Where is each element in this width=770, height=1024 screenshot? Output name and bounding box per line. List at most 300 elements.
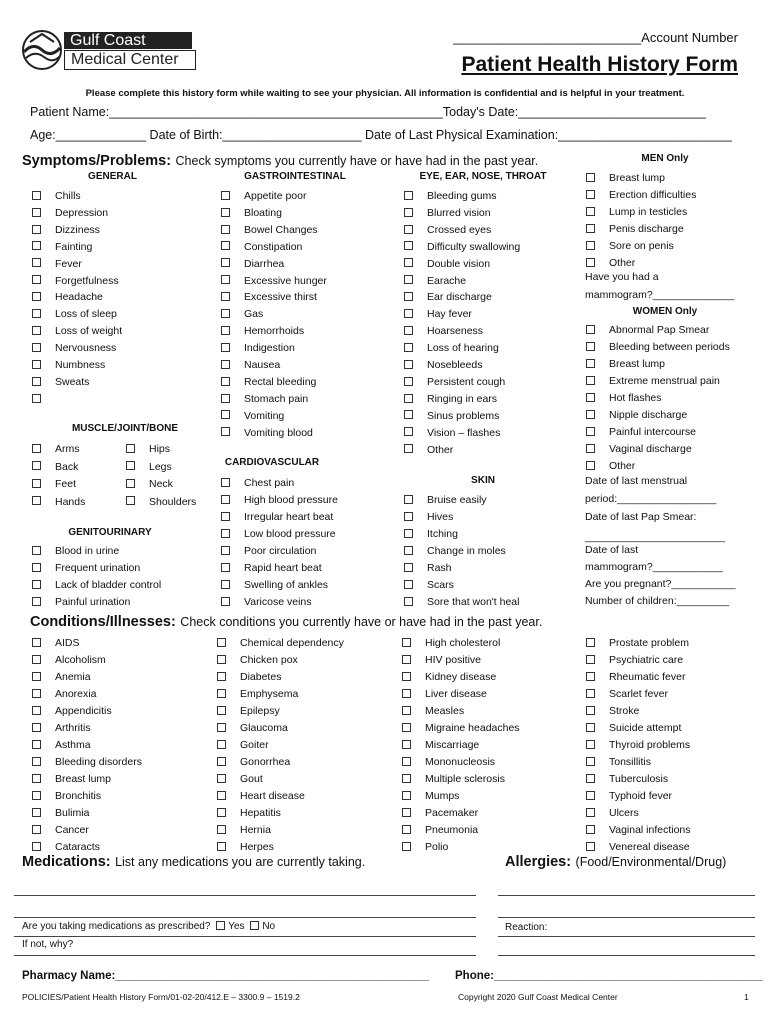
checkbox[interactable] [32,842,41,851]
checkbox[interactable] [404,326,413,335]
checkbox-item[interactable] [32,788,101,804]
checkbox-item[interactable] [32,720,91,736]
checkbox[interactable] [586,808,595,817]
checkbox[interactable] [586,757,595,766]
checkbox[interactable] [404,444,413,453]
checkbox[interactable] [221,275,230,284]
reaction-line-1[interactable] [498,936,755,937]
checkbox-item[interactable] [32,805,89,821]
checkbox-item[interactable] [402,703,464,719]
checkbox-item[interactable] [586,204,687,220]
checkbox-item[interactable] [221,188,306,204]
checkbox[interactable] [586,241,595,250]
checkbox[interactable] [586,342,595,351]
checkbox-item[interactable] [404,577,454,593]
checkbox[interactable] [404,292,413,301]
age-dob-line[interactable]: Age:_____________ Date of Birth:____________________ Date of Last Physical Examination:_________________________ [30,128,732,142]
checkbox-item[interactable] [402,686,487,702]
checkbox-item[interactable] [221,239,302,255]
checkbox-item[interactable] [586,822,691,838]
checkbox[interactable] [586,774,595,783]
checkbox-item[interactable] [32,306,117,322]
checkbox-item[interactable] [402,822,478,838]
checkbox-item[interactable] [221,594,312,610]
mammogram-question-2[interactable]: mammogram?______________ [585,289,735,301]
checkbox[interactable] [221,225,230,234]
checkbox-item[interactable] [404,594,519,610]
checkbox[interactable] [32,808,41,817]
checkbox[interactable] [217,638,226,647]
checkbox-item[interactable] [586,703,639,719]
checkbox-item[interactable] [32,771,111,787]
checkbox-item[interactable] [217,822,271,838]
checkbox-item[interactable] [221,340,295,356]
checkbox-item[interactable] [32,289,103,305]
checkbox-item[interactable] [404,408,499,424]
checkbox[interactable] [221,427,230,436]
checkbox-item[interactable] [217,686,298,702]
checkbox-item[interactable] [404,492,487,508]
checkbox-item[interactable] [32,222,100,238]
checkbox-item[interactable] [32,188,81,204]
checkbox-item[interactable] [217,652,298,668]
checkbox-item[interactable] [586,441,692,457]
checkbox-item[interactable] [32,577,161,593]
checkbox-item[interactable] [32,703,112,719]
checkbox[interactable] [221,241,230,250]
checkbox-item[interactable] [404,306,472,322]
checkbox[interactable] [32,208,41,217]
checkbox[interactable] [586,444,595,453]
medications-line-1[interactable] [14,895,476,896]
checkbox-item[interactable] [586,373,720,389]
checkbox[interactable] [404,529,413,538]
checkbox[interactable] [404,225,413,234]
checkbox[interactable] [402,808,411,817]
reaction-line-2[interactable] [498,955,755,956]
checkbox[interactable] [217,672,226,681]
checkbox[interactable] [221,292,230,301]
checkbox[interactable] [32,258,41,267]
checkbox[interactable] [32,706,41,715]
checkbox[interactable] [404,208,413,217]
checkbox-item[interactable] [32,494,85,510]
checkbox[interactable] [217,825,226,834]
checkbox[interactable] [32,757,41,766]
checkbox-item[interactable] [586,356,665,372]
women-q-children[interactable]: Number of children:_________ [585,595,730,607]
checkbox-item[interactable] [402,754,495,770]
checkbox-item[interactable] [217,805,281,821]
checkbox-item[interactable] [404,425,500,441]
women-q-pregnant[interactable]: Are you pregnant?___________ [585,578,736,590]
checkbox[interactable] [586,825,595,834]
checkbox[interactable] [586,359,595,368]
checkbox-item[interactable] [586,754,651,770]
checkbox-item[interactable] [402,839,448,855]
checkbox[interactable] [221,495,230,504]
checkbox[interactable] [126,461,135,470]
checkbox-item[interactable] [221,256,284,272]
checkbox[interactable] [404,512,413,521]
checkbox-item[interactable] [126,494,196,510]
checkbox[interactable] [221,191,230,200]
checkbox[interactable] [586,740,595,749]
checkbox[interactable] [221,580,230,589]
checkbox[interactable] [586,723,595,732]
checkbox-item[interactable] [217,669,281,685]
checkbox-item[interactable] [217,720,288,736]
checkbox[interactable] [126,479,135,488]
checkbox[interactable] [586,393,595,402]
checkbox-item[interactable] [402,788,459,804]
checkbox[interactable] [32,774,41,783]
checkbox[interactable] [404,309,413,318]
checkbox-label: Fainting [55,240,93,253]
checkbox[interactable] [32,740,41,749]
checkbox[interactable] [217,706,226,715]
checkbox[interactable] [404,563,413,572]
checkbox[interactable] [404,360,413,369]
allergies-line-2[interactable] [498,917,755,918]
checkbox-item[interactable] [32,323,122,339]
checkbox[interactable] [586,325,595,334]
checkbox-item[interactable] [32,357,105,373]
checkbox[interactable] [402,825,411,834]
checkbox-item[interactable] [32,754,142,770]
checkbox[interactable] [404,427,413,436]
checkbox[interactable] [586,706,595,715]
checkbox[interactable] [586,410,595,419]
checkbox[interactable] [221,410,230,419]
checkbox[interactable] [586,258,595,267]
checkbox-item[interactable] [221,526,336,542]
checkbox[interactable] [32,791,41,800]
checkbox-item[interactable] [126,441,170,457]
checkbox-item[interactable] [404,526,458,542]
checkbox-item[interactable] [586,238,674,254]
checkbox-item[interactable] [586,424,696,440]
checkbox-item[interactable] [586,635,689,651]
checkbox-item[interactable] [32,374,89,390]
checkbox[interactable] [586,461,595,470]
checkbox[interactable] [221,597,230,606]
checkbox[interactable] [402,723,411,732]
checkbox[interactable] [32,292,41,301]
checkbox-item[interactable] [126,476,173,492]
checkbox[interactable] [221,258,230,267]
checkbox-item[interactable] [32,669,91,685]
checkbox-item[interactable] [404,543,506,559]
checkbox[interactable] [32,191,41,200]
checkbox-item[interactable] [32,476,76,492]
checkbox-item[interactable] [404,391,497,407]
patient-name-line[interactable]: Patient Name:________________________________________________Today's Date:___________________________ [30,105,706,119]
checkbox[interactable] [586,207,595,216]
checkbox[interactable] [217,808,226,817]
checkbox-item[interactable] [586,771,668,787]
checkbox-item[interactable] [404,560,452,576]
checkbox-item[interactable] [221,374,316,390]
checkbox[interactable] [402,757,411,766]
checkbox-item[interactable] [32,441,80,457]
why-line-top[interactable] [14,936,476,937]
checkbox-item[interactable] [402,652,481,668]
checkbox[interactable] [404,580,413,589]
checkbox-item[interactable] [404,289,492,305]
account-number-field[interactable]: __________________________Account Number [453,30,738,45]
pharmacy-phone-field[interactable]: Phone:__________________________________________ [455,970,763,982]
checkbox-item[interactable] [586,170,665,186]
checkbox[interactable] [217,791,226,800]
checkbox-item[interactable] [217,635,344,651]
checkbox[interactable] [586,638,595,647]
checkbox-item[interactable] [126,459,172,475]
checkbox[interactable] [402,740,411,749]
checkbox-item[interactable] [217,703,280,719]
checkbox[interactable] [221,326,230,335]
checkbox-item[interactable] [221,391,308,407]
checkbox-item[interactable] [32,273,119,289]
checkbox-item[interactable] [404,205,491,221]
checkbox[interactable] [586,689,595,698]
checkbox[interactable] [586,224,595,233]
checkbox[interactable] [32,689,41,698]
checkbox[interactable] [221,377,230,386]
checkbox-item[interactable] [586,187,696,203]
checkbox-item[interactable] [221,560,322,576]
checkbox[interactable] [221,343,230,352]
checkbox[interactable] [221,208,230,217]
checkbox[interactable] [32,394,41,403]
checkbox[interactable] [404,258,413,267]
checkbox-item[interactable] [32,205,108,221]
pharmacy-name-field[interactable]: Pharmacy Name:_________________________________________________ [22,970,429,982]
checkbox[interactable] [217,757,226,766]
checkbox-item[interactable] [221,357,280,373]
medications-line-2[interactable] [14,917,476,918]
checkbox-item[interactable] [32,560,140,576]
checkbox-item[interactable] [221,222,318,238]
checkbox[interactable] [32,461,41,470]
checkbox[interactable] [126,496,135,505]
checkbox-item[interactable] [221,289,317,305]
checkbox[interactable] [32,225,41,234]
checkbox-item[interactable] [402,669,496,685]
checkbox[interactable] [32,825,41,834]
checkbox[interactable] [586,655,595,664]
checkbox-item[interactable] [217,771,263,787]
checkbox[interactable] [32,563,41,572]
checkbox[interactable] [402,774,411,783]
checkbox[interactable] [32,444,41,453]
checkbox-item[interactable] [586,407,687,423]
checkbox-item[interactable] [404,222,491,238]
no-checkbox[interactable] [250,921,259,930]
checkbox-item[interactable] [586,686,668,702]
women-q-pap-line[interactable]: ________________________ [585,531,726,543]
checkbox[interactable] [586,427,595,436]
checkbox[interactable] [404,343,413,352]
checkbox-item[interactable] [402,720,520,736]
checkbox[interactable] [221,512,230,521]
checkbox-item[interactable] [586,221,684,237]
checkbox-item[interactable] [586,458,635,474]
logo-text-bottom: Medical Center [64,50,196,70]
checkbox-item[interactable] [221,492,338,508]
checkbox[interactable] [217,774,226,783]
checkbox-item[interactable] [404,340,499,356]
checkbox[interactable] [402,791,411,800]
checkbox-item[interactable] [221,543,316,559]
checkbox-item[interactable] [221,323,304,339]
checkbox-item[interactable] [402,771,505,787]
checkbox[interactable] [217,842,226,851]
checkbox-item[interactable] [221,475,294,491]
checkbox[interactable] [32,723,41,732]
women-q-period[interactable]: period:_________________ [585,493,717,505]
checkbox-item[interactable] [404,239,520,255]
checkbox[interactable] [32,343,41,352]
checkbox[interactable] [586,173,595,182]
checkbox-item[interactable] [404,256,490,272]
checkbox[interactable] [586,791,595,800]
checkbox[interactable] [402,706,411,715]
checkbox[interactable] [221,394,230,403]
checkbox[interactable] [32,638,41,647]
checkbox-item[interactable] [32,594,130,610]
checkbox-item[interactable] [586,322,709,338]
checkbox-item[interactable] [221,577,328,593]
checkbox[interactable] [402,672,411,681]
men-heading: MEN Only [641,153,689,164]
checkbox[interactable] [221,546,230,555]
checkbox-item[interactable] [32,340,116,356]
checkbox-item[interactable] [32,543,119,559]
checkbox-item[interactable] [404,357,482,373]
checkbox[interactable] [32,326,41,335]
conditions-header [30,613,542,631]
checkbox[interactable] [402,689,411,698]
checkbox[interactable] [32,672,41,681]
checkbox-item[interactable] [404,509,453,525]
checkbox-item[interactable] [32,652,106,668]
checkbox[interactable] [32,360,41,369]
checkbox[interactable] [404,377,413,386]
checkbox[interactable] [126,444,135,453]
checkbox[interactable] [402,842,411,851]
checkbox[interactable] [586,672,595,681]
checkbox-item[interactable] [217,737,269,753]
checkbox-label: Chest pain [244,477,295,489]
checkbox-item[interactable] [32,239,92,255]
checkbox-item[interactable] [402,737,479,753]
checkbox[interactable] [32,377,41,386]
checkbox[interactable] [32,275,41,284]
checkbox[interactable] [217,689,226,698]
checkbox-item[interactable] [32,822,89,838]
checkbox[interactable] [32,597,41,606]
checkbox[interactable] [404,394,413,403]
checkbox-item[interactable] [221,273,327,289]
checkbox-label: Vaginal infections [609,824,691,836]
checkbox-label: Alcoholism [55,654,106,666]
checkbox[interactable] [221,478,230,487]
checkbox-item[interactable] [217,788,305,804]
checkbox-item[interactable] [217,754,290,770]
checkbox[interactable] [217,723,226,732]
checkbox-item[interactable] [32,391,55,407]
checkbox[interactable] [217,740,226,749]
checkbox[interactable] [32,496,41,505]
checkbox-item[interactable] [221,205,282,221]
checkbox[interactable] [32,479,41,488]
checkbox[interactable] [221,309,230,318]
checkbox-item[interactable] [32,256,82,272]
checkbox-item[interactable] [32,686,96,702]
checkbox-item[interactable] [402,805,478,821]
checkbox-item[interactable] [32,737,91,753]
checkbox-item[interactable] [221,306,263,322]
checkbox-item[interactable] [404,273,466,289]
checkbox-item[interactable] [586,390,662,406]
checkbox[interactable] [32,309,41,318]
checkbox-item[interactable] [404,188,496,204]
checkbox-item[interactable] [404,374,505,390]
checkbox-item[interactable] [32,635,80,651]
checkbox-item[interactable] [586,339,730,355]
checkbox-item[interactable] [586,737,690,753]
why-line[interactable] [14,955,476,956]
checkbox-item[interactable] [586,652,683,668]
checkbox-item[interactable] [221,408,284,424]
checkbox[interactable] [32,580,41,589]
checkbox[interactable] [402,655,411,664]
checkbox-item[interactable] [586,788,672,804]
checkbox-item[interactable] [221,425,313,441]
checkbox[interactable] [221,529,230,538]
checkbox-item[interactable] [32,459,78,475]
checkbox[interactable] [402,638,411,647]
checkbox[interactable] [404,597,413,606]
checkbox[interactable] [217,655,226,664]
checkbox[interactable] [404,410,413,419]
allergies-line-1[interactable] [498,895,755,896]
checkbox[interactable] [586,190,595,199]
checkbox[interactable] [32,241,41,250]
checkbox[interactable] [404,241,413,250]
checkbox-item[interactable] [404,323,483,339]
women-q-mammogram[interactable]: mammogram?____________ [585,561,723,573]
checkbox[interactable] [404,191,413,200]
checkbox[interactable] [221,563,230,572]
checkbox[interactable] [404,546,413,555]
checkbox[interactable] [32,546,41,555]
checkbox-item[interactable] [586,805,639,821]
checkbox-item[interactable] [404,442,453,458]
checkbox[interactable] [32,655,41,664]
yes-checkbox[interactable] [216,921,225,930]
checkbox-item[interactable] [221,509,333,525]
checkbox[interactable] [586,376,595,385]
checkbox-item[interactable] [586,669,685,685]
checkbox-item[interactable] [586,720,681,736]
checkbox[interactable] [404,495,413,504]
checkbox[interactable] [404,275,413,284]
checkbox-item[interactable] [402,635,500,651]
checkbox[interactable] [586,842,595,851]
checkbox[interactable] [221,360,230,369]
